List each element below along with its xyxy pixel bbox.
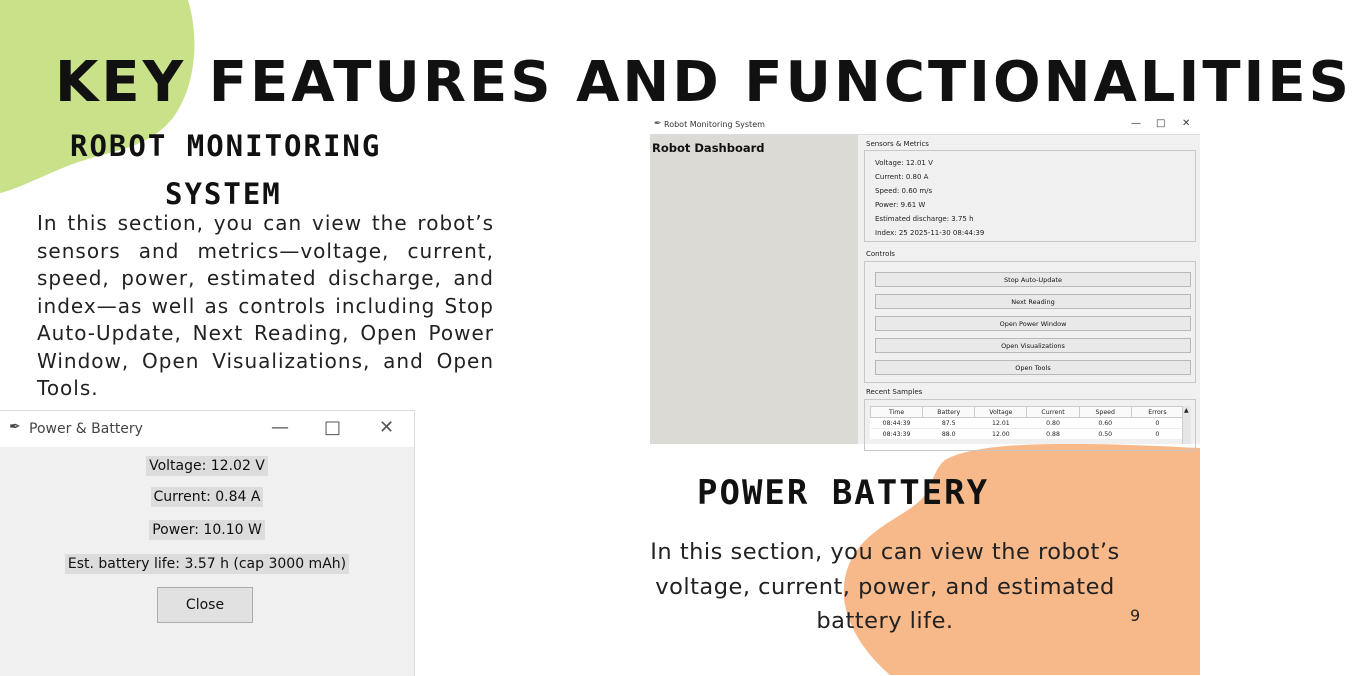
battery-life-label: Est. battery life: 3.57 h (cap 3000 mAh) xyxy=(65,554,349,574)
column-header[interactable]: Errors xyxy=(1131,407,1183,418)
close-button[interactable]: ✕ xyxy=(1182,118,1191,129)
maximize-button[interactable]: □ xyxy=(324,417,342,438)
table-scrollbar[interactable] xyxy=(1182,406,1191,444)
dashboard-title: Robot Dashboard xyxy=(652,141,765,155)
column-header[interactable]: Voltage xyxy=(975,407,1027,418)
window-title: Robot Monitoring System xyxy=(664,120,765,129)
power-battery-window xyxy=(0,410,415,676)
recent-samples-table xyxy=(870,406,1184,440)
metric-index: Index: 25 2025-11-30 08:44:39 xyxy=(875,229,985,237)
feather-icon: ✒ xyxy=(654,119,662,129)
table-cell: 0 xyxy=(1131,429,1183,440)
table-row[interactable] xyxy=(871,418,1184,429)
robot-monitoring-window xyxy=(650,116,1200,444)
table-cell: 08:44:39 xyxy=(871,418,923,429)
page-number: 9 xyxy=(1130,606,1141,625)
dashboard-sidebar xyxy=(650,135,858,444)
section-title-line2: SYSTEM xyxy=(165,177,282,211)
voltage-label: Voltage: 12.02 V xyxy=(146,456,268,476)
open-visualizations-button[interactable]: Open Visualizations xyxy=(875,338,1191,353)
metric-discharge: Estimated discharge: 3.75 h xyxy=(875,215,974,223)
table-cell: 0.88 xyxy=(1027,429,1079,440)
column-header[interactable]: Battery xyxy=(923,407,975,418)
column-header[interactable]: Time xyxy=(871,407,923,418)
section-title-robot-monitoring xyxy=(70,122,470,218)
table-header-row xyxy=(871,407,1184,418)
metric-power: Power: 9.61 W xyxy=(875,201,926,209)
section-title-power-battery: POWER BATTERY xyxy=(697,473,990,513)
table-cell: 0.50 xyxy=(1079,429,1131,440)
next-reading-button[interactable]: Next Reading xyxy=(875,294,1191,309)
current-readout xyxy=(0,486,414,505)
maximize-button[interactable]: □ xyxy=(1156,118,1166,129)
table-cell: 0.80 xyxy=(1027,418,1079,429)
sensors-group-label: Sensors & Metrics xyxy=(866,140,929,148)
window-titlebar xyxy=(650,116,1200,135)
controls-group-label: Controls xyxy=(866,250,895,258)
current-label: Current: 0.84 A xyxy=(151,487,264,507)
minimize-button[interactable]: — xyxy=(1131,118,1141,129)
scroll-up-arrow-icon[interactable]: ▲ xyxy=(1184,407,1189,414)
power-readout xyxy=(0,519,414,538)
section-description-power-battery: In this section, you can view the robot’s voltage, current, power, and estimated battery life. xyxy=(650,539,1120,634)
column-header[interactable]: Speed xyxy=(1079,407,1131,418)
table-cell: 12.00 xyxy=(975,429,1027,440)
metric-voltage: Voltage: 12.01 V xyxy=(875,159,933,167)
table-cell: 87.5 xyxy=(923,418,975,429)
close-dialog-button[interactable]: Close xyxy=(157,587,253,623)
section-title-line1: ROBOT MONITORING xyxy=(70,129,382,163)
stop-auto-update-button[interactable]: Stop Auto-Update xyxy=(875,272,1191,287)
battery-life-readout xyxy=(0,553,414,572)
slide-title: KEY FEATURES AND FUNCTIONALITIES xyxy=(55,50,1352,115)
dashboard-main xyxy=(862,135,1200,444)
sensors-frame xyxy=(864,150,1196,242)
table-cell: 88.0 xyxy=(923,429,975,440)
open-tools-button[interactable]: Open Tools xyxy=(875,360,1191,375)
table-cell: 0 xyxy=(1131,418,1183,429)
minimize-button[interactable]: — xyxy=(271,417,289,438)
samples-group-label: Recent Samples xyxy=(866,388,923,396)
metric-speed: Speed: 0.60 m/s xyxy=(875,187,933,195)
table-row[interactable] xyxy=(871,429,1184,440)
column-header[interactable]: Current xyxy=(1027,407,1079,418)
section-description-robot-monitoring: In this section, you can view the robot’s sensors and metrics—voltage, current, speed, power, estimated discharge, and index—as well as controls including Stop Auto-Update, Next Reading, Open Power Window, Open Visualizations, and Open Tools. xyxy=(37,211,494,400)
table-cell: 12.01 xyxy=(975,418,1027,429)
controls-frame xyxy=(864,261,1196,383)
metric-current: Current: 0.80 A xyxy=(875,173,929,181)
table-cell: 08:43:39 xyxy=(871,429,923,440)
feather-icon: ✒ xyxy=(9,419,21,435)
open-power-window-button[interactable]: Open Power Window xyxy=(875,316,1191,331)
table-cell: 0.60 xyxy=(1079,418,1131,429)
voltage-readout xyxy=(0,455,414,474)
window-titlebar xyxy=(0,411,414,447)
close-button[interactable]: ✕ xyxy=(379,417,395,438)
power-label: Power: 10.10 W xyxy=(149,520,265,540)
window-title: Power & Battery xyxy=(29,421,143,437)
